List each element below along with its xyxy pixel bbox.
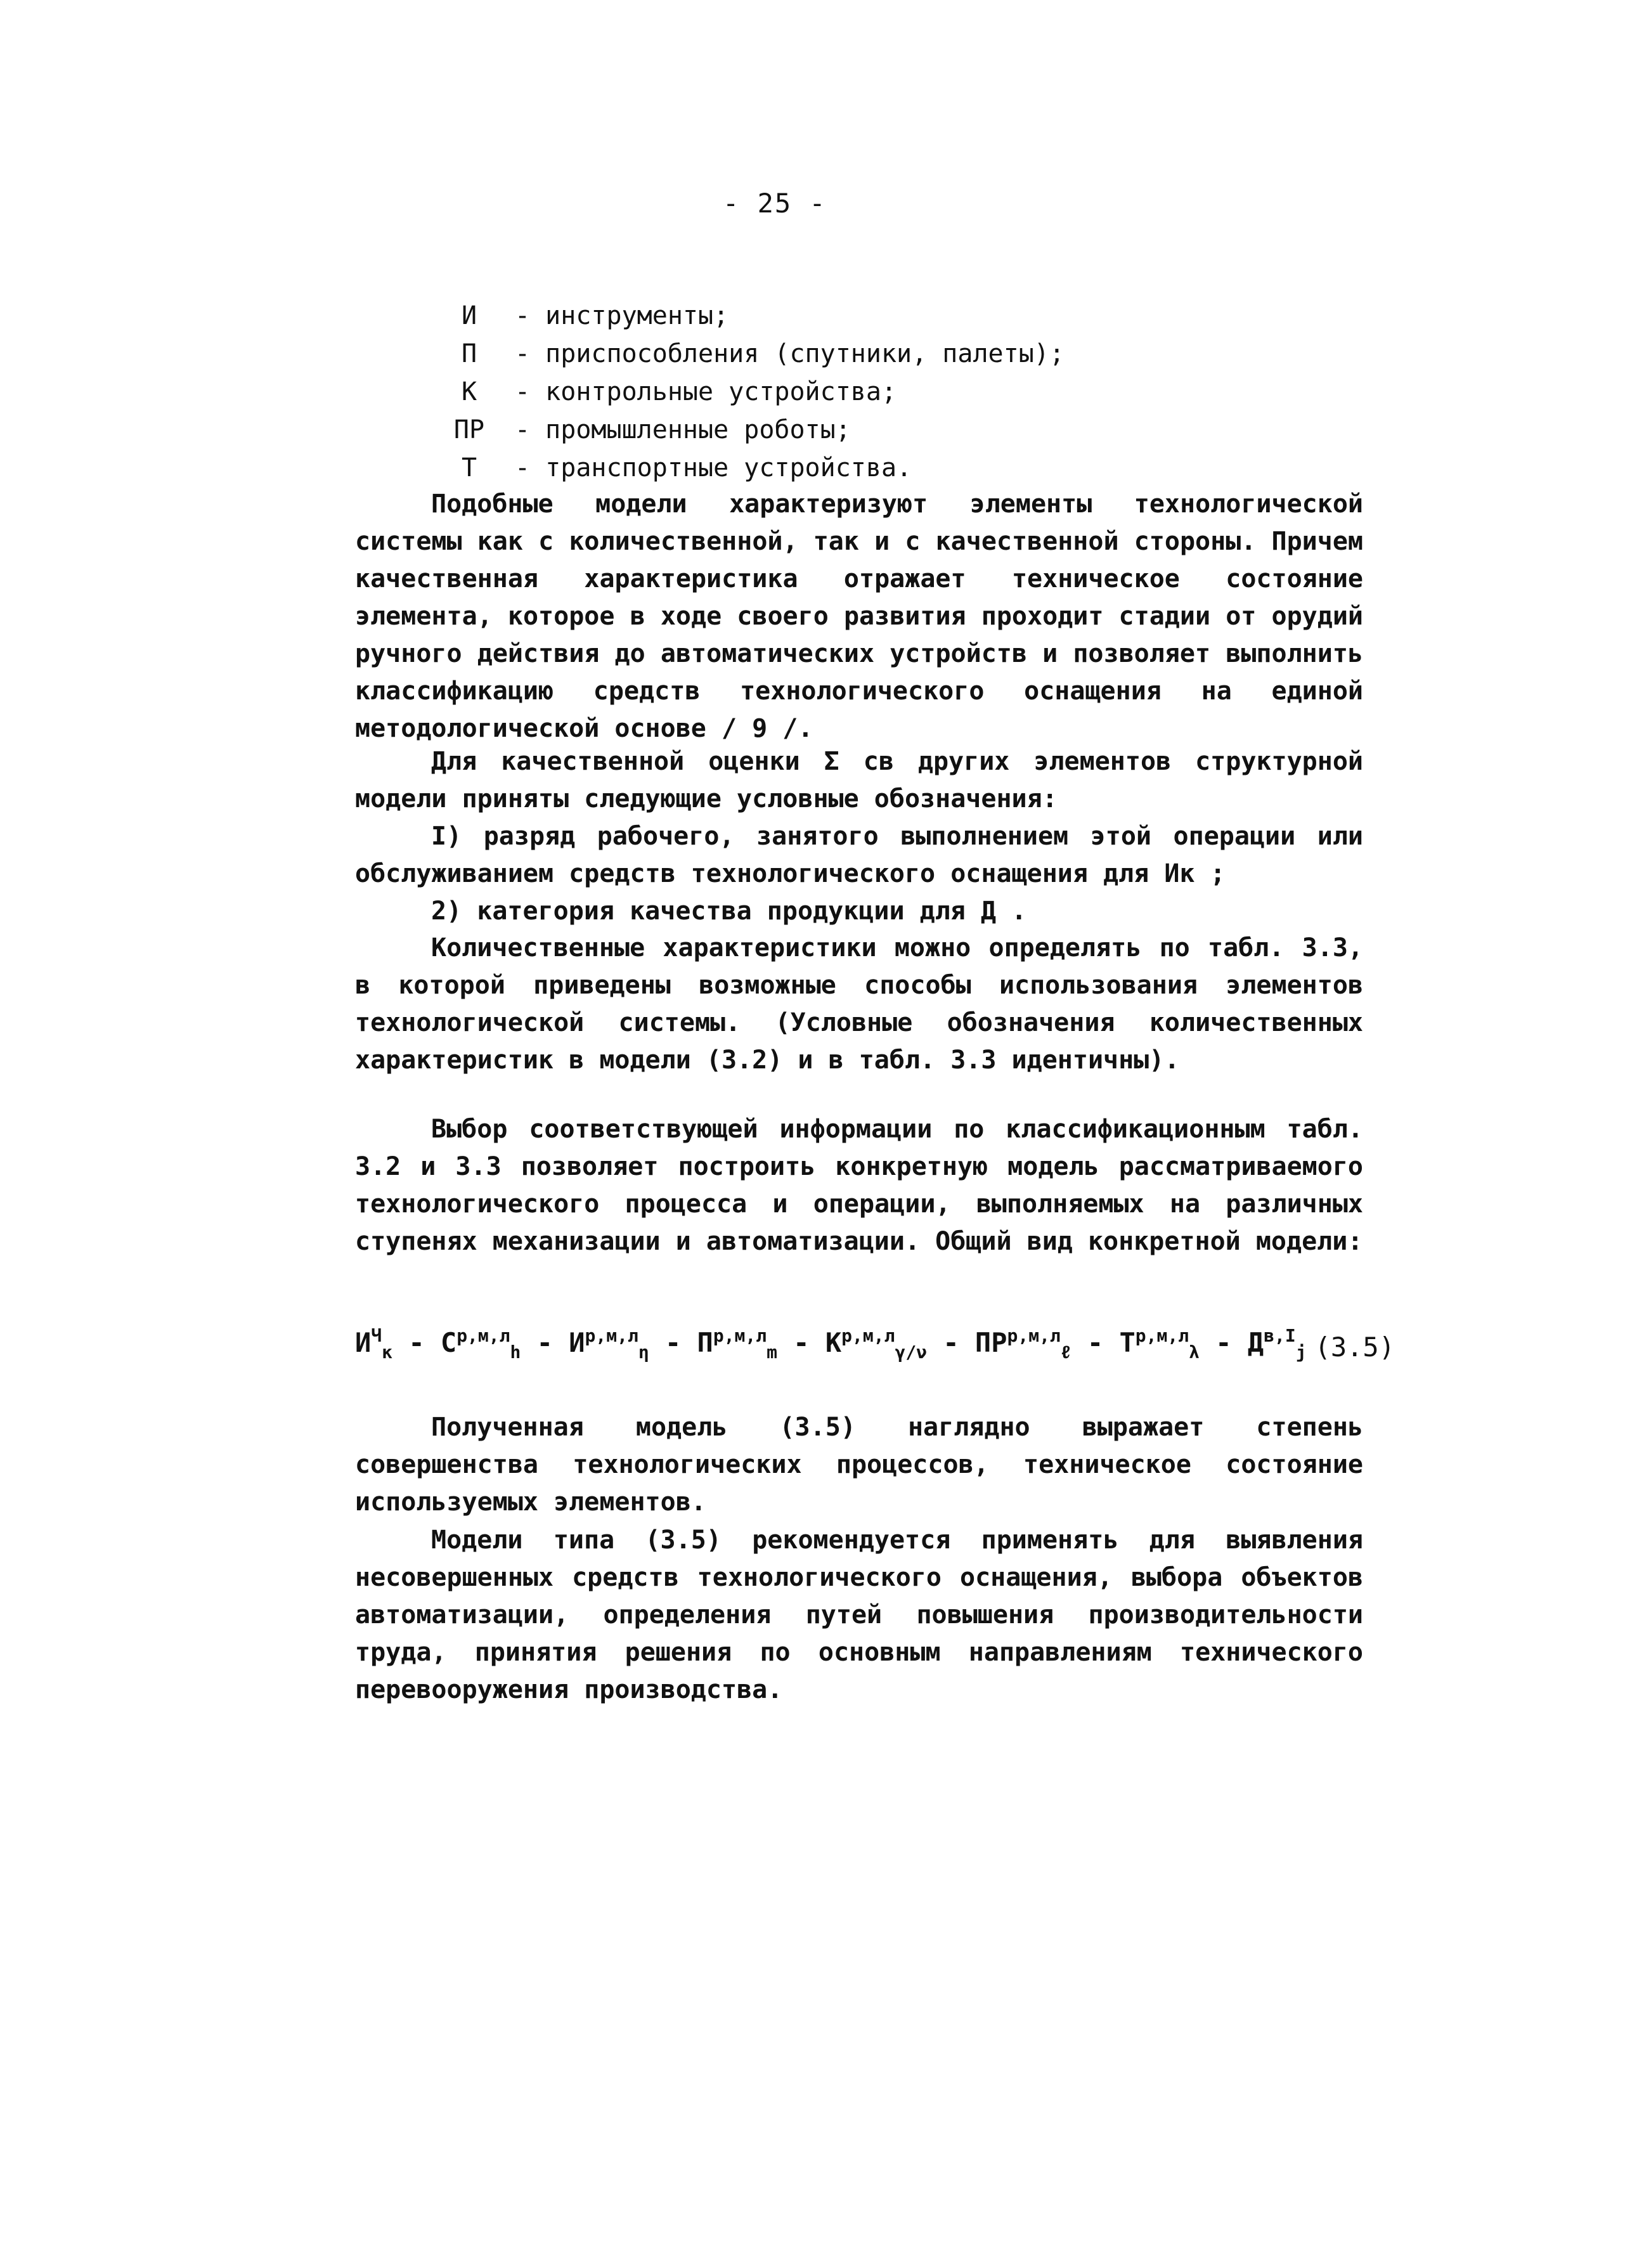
- legend-desc: - контрольные устройства;: [515, 377, 897, 406]
- paragraph-3: [355, 930, 1363, 1079]
- legend-desc: - транспортные устройства.: [515, 453, 912, 483]
- formula-term: $И^{р,м,л}_\eta$: [569, 1325, 649, 1363]
- legend-list: [437, 297, 1065, 487]
- list-item-1: I) разряд рабочего, занятого выполнением этой операции или обслуживанием средств технологического оснащения для Ик ;: [355, 822, 1363, 888]
- legend-code: К: [461, 377, 477, 406]
- paragraph-5: [355, 1409, 1363, 1521]
- paragraph-4: [355, 1111, 1363, 1260]
- paragraph-1: [355, 486, 1363, 748]
- list-item-2: 2) категория качества продукции для Д .: [431, 897, 1027, 926]
- legend-code: Т: [461, 453, 477, 483]
- formula-3-5: $И^Ч_к - С^{р,м,л}_h - И^{р,м,л}_\eta - П^{р,м,л}_m - К^{р,м,л}_{\gamma/\nu} - ПР^{р,м,л}_\ell - Т^{р,м,л}_\lambda - Д^{в,I}_j$ (3.5): [355, 1325, 1395, 1363]
- formula-term: $И^Ч_к$: [355, 1325, 393, 1363]
- legend-item: [437, 449, 1065, 487]
- paragraph-6: [355, 1522, 1363, 1709]
- legend-code: ПР: [453, 415, 485, 444]
- paragraph-2: [355, 743, 1363, 930]
- formula-term: $ПР^{р,м,л}_\ell$: [974, 1325, 1071, 1363]
- legend-item: [437, 373, 1065, 411]
- formula-term: $Д^{в,I}_j$: [1247, 1325, 1307, 1363]
- paragraph-text: Количественные характеристики можно определять по табл. 3.3, в которой приведены возможные способы использования элементов технологической системы. (Условные обозначения количественных характеристик в модели (3.2) и в табл. 3.3 идентичны).: [355, 933, 1363, 1075]
- legend-item: [437, 335, 1065, 373]
- formula-term: $Т^{р,м,л}_\lambda$: [1119, 1325, 1200, 1363]
- formula-term: $П^{р,м,л}_m$: [697, 1325, 777, 1363]
- legend-desc: - промышленные роботы;: [515, 415, 851, 444]
- legend-code: П: [461, 339, 477, 368]
- legend-code: И: [461, 301, 477, 330]
- formula-term: $К^{р,м,л}_{\gamma/\nu}$: [825, 1325, 928, 1363]
- formula-term: $С^{р,м,л}_h$: [440, 1325, 521, 1363]
- paragraph-text: Модели типа (3.5) рекомендуется применять для выявления несовершенных средств технологического оснащения, выбора объектов автоматизации, определения путей повышения производительности труда, принятия решения по основным направлениям технического перевооружения производства.: [355, 1526, 1363, 1704]
- legend-desc: - приспособления (спутники, палеты);: [515, 339, 1065, 368]
- formula-number: (3.5): [1314, 1332, 1395, 1363]
- legend-item: [437, 297, 1065, 335]
- paragraph-text: Подобные модели характеризуют элементы технологической системы как с количественной, так и с качественной стороны. Причем качественная характеристика отражает техническое состояние элемента, которое в ходе своего развития проходит стадии от орудий ручного действия до автоматических устройств и позволяет выполнить классификацию средств технологического оснащения на единой методологической основе / 9 /.: [355, 489, 1363, 743]
- paragraph-text: Полученная модель (3.5) наглядно выражает степень совершенства технологических процессов, техническое состояние используемых элементов.: [355, 1413, 1363, 1517]
- paragraph-text: Выбор соответствующей информации по классификационным табл. 3.2 и 3.3 позволяет построить конкретную модель рассматриваемого технологического процесса и операции, выполняемых на различных ступенях механизации и автоматизации. Общий вид конкретной модели:: [355, 1115, 1363, 1256]
- page-number: - 25 -: [723, 188, 827, 219]
- legend-item: [437, 411, 1065, 449]
- paragraph-text: Для качественной оценки Σ св других элементов структурной модели приняты следующие условные обозначения:: [355, 747, 1363, 813]
- legend-desc: - инструменты;: [515, 301, 729, 330]
